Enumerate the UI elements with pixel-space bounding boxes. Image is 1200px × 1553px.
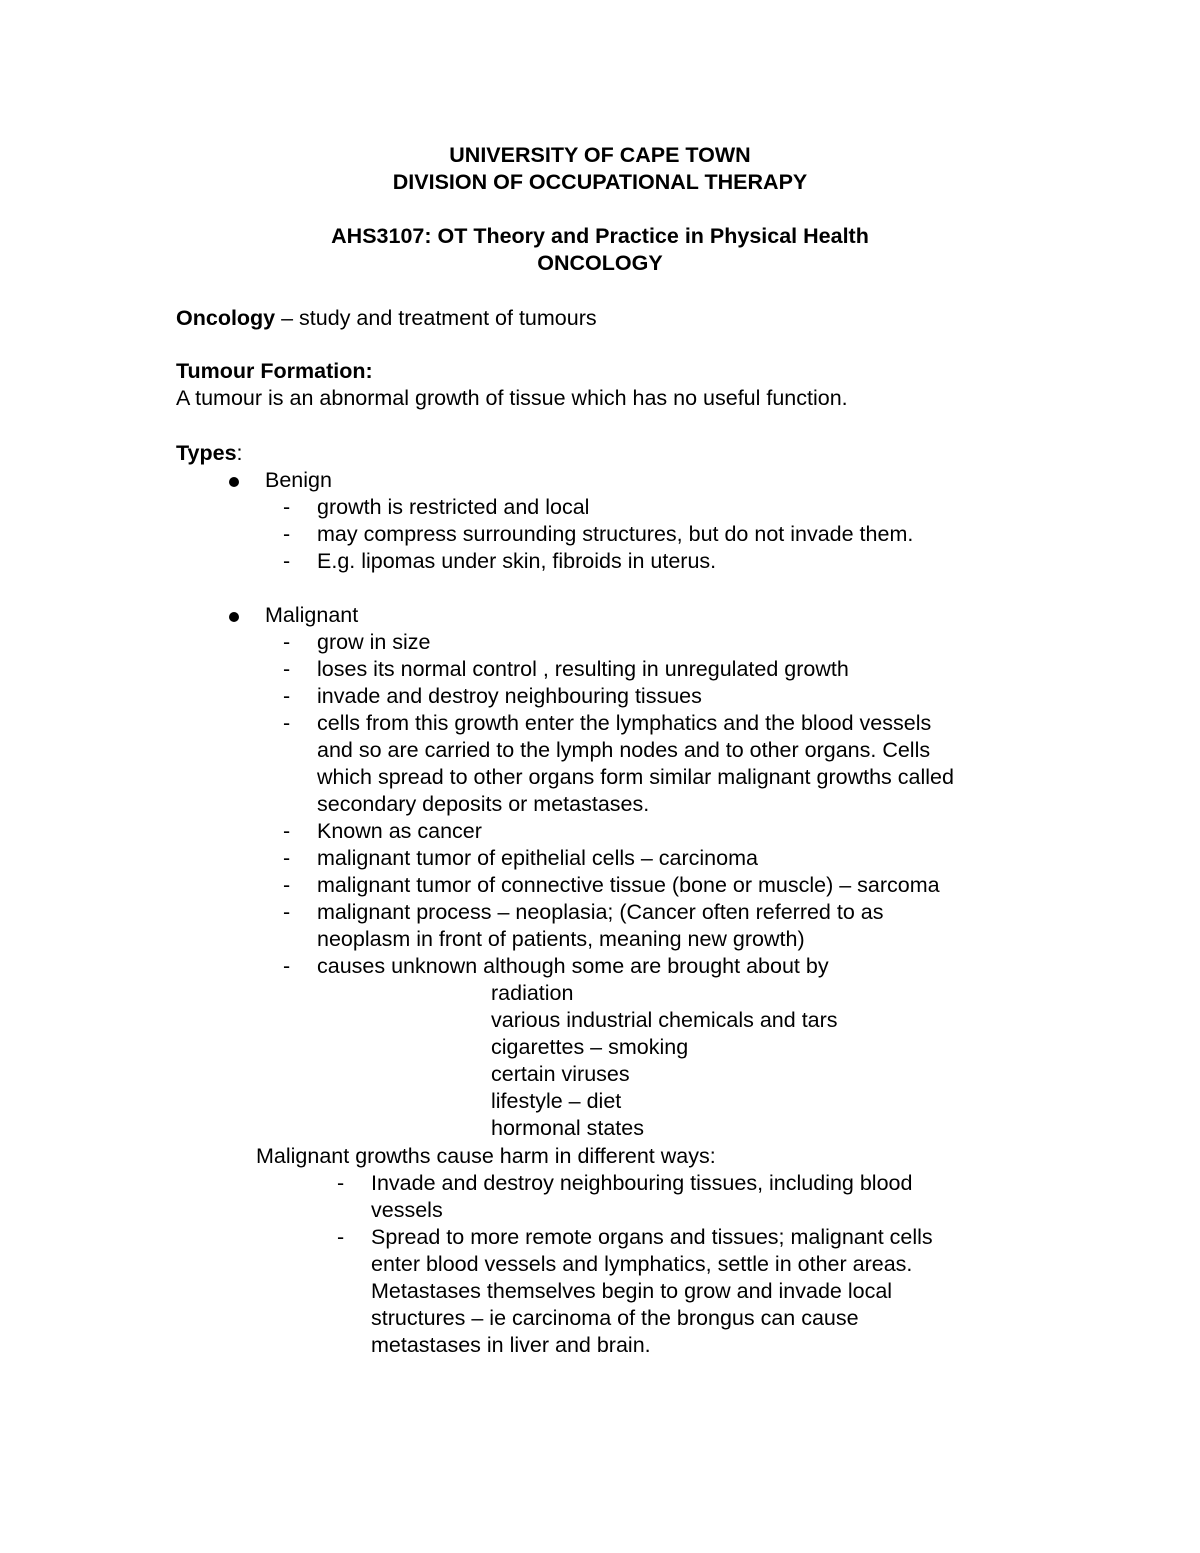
benign-label: Benign: [265, 468, 332, 492]
cause-item: cigarettes – smoking: [491, 1035, 689, 1059]
types-heading: [176, 440, 243, 467]
malignant-point-line: which spread to other organs form similar malignant growths called: [317, 765, 954, 789]
malignant-point-line: grow in size: [317, 630, 431, 654]
list-dash: -: [283, 657, 291, 681]
cause-item: various industrial chemicals and tars: [491, 1008, 838, 1032]
division-name: DIVISION OF OCCUPATIONAL THERAPY: [392, 170, 808, 194]
list-dash: -: [283, 522, 291, 546]
cause-item: lifestyle – diet: [491, 1089, 622, 1113]
topic-title: ONCOLOGY: [537, 251, 663, 275]
malignant-point-line: malignant tumor of epithelial cells – carcinoma: [317, 846, 758, 870]
list-dash: -: [283, 630, 291, 654]
tumour-formation-heading: Tumour Formation:: [176, 359, 373, 383]
harm-point-line: vessels: [371, 1198, 443, 1222]
definition-term: Oncology: [176, 306, 276, 330]
list-dash: -: [283, 819, 291, 843]
types-heading-label: Types: [176, 441, 237, 465]
cause-item: radiation: [491, 981, 574, 1005]
malignant-point-line: secondary deposits or metastases.: [317, 792, 650, 816]
harm-point-line: structures – ie carcinoma of the brongus can cause: [371, 1306, 859, 1330]
bullet-icon: [229, 477, 239, 487]
list-dash: -: [283, 954, 291, 978]
harm-intro: Malignant growths cause harm in different ways:: [256, 1144, 716, 1168]
harm-point-line: enter blood vessels and lymphatics, settle in other areas.: [371, 1252, 913, 1276]
list-dash: -: [283, 846, 291, 870]
cause-item: certain viruses: [491, 1062, 630, 1086]
bullet-icon: [229, 612, 239, 622]
course-title: AHS3107: OT Theory and Practice in Physical Health: [331, 224, 869, 248]
malignant-point-line: causes unknown although some are brought about by: [317, 954, 829, 978]
harm-point-line: metastases in liver and brain.: [371, 1333, 651, 1357]
list-dash: -: [283, 711, 291, 735]
malignant-point-line: loses its normal control , resulting in unregulated growth: [317, 657, 849, 681]
malignant-point-line: malignant process – neoplasia; (Cancer often referred to as: [317, 900, 884, 924]
harm-point-line: Invade and destroy neighbouring tissues, including blood: [371, 1171, 913, 1195]
malignant-point-line: neoplasm in front of patients, meaning new growth): [317, 927, 805, 951]
malignant-point-line: Known as cancer: [317, 819, 482, 843]
list-dash: -: [283, 549, 291, 573]
list-dash: -: [283, 873, 291, 897]
benign-point: growth is restricted and local: [317, 495, 590, 519]
malignant-label: Malignant: [265, 603, 359, 627]
types-heading-colon: :: [236, 441, 243, 465]
list-dash: -: [283, 495, 291, 519]
list-dash: -: [283, 900, 291, 924]
tumour-formation-text: A tumour is an abnormal growth of tissue which has no useful function.: [176, 386, 848, 410]
malignant-point-line: cells from this growth enter the lymphatics and the blood vessels: [317, 711, 932, 735]
malignant-point-line: malignant tumor of connective tissue (bone or muscle) – sarcoma: [317, 873, 940, 897]
benign-point: E.g. lipomas under skin, fibroids in uterus.: [317, 549, 717, 573]
benign-point: may compress surrounding structures, but do not invade them.: [317, 522, 914, 546]
harm-point-line: Spread to more remote organs and tissues; malignant cells: [371, 1225, 933, 1249]
definition-text: – study and treatment of tumours: [275, 306, 597, 330]
malignant-point-line: and so are carried to the lymph nodes and to other organs. Cells: [317, 738, 931, 762]
list-dash: -: [337, 1171, 345, 1195]
cause-item: hormonal states: [491, 1116, 644, 1140]
malignant-point-line: invade and destroy neighbouring tissues: [317, 684, 702, 708]
university-name: UNIVERSITY OF CAPE TOWN: [449, 143, 751, 167]
oncology-definition: [176, 305, 597, 332]
list-dash: -: [283, 684, 291, 708]
list-dash: -: [337, 1225, 345, 1249]
harm-point-line: Metastases themselves begin to grow and invade local: [371, 1279, 893, 1303]
